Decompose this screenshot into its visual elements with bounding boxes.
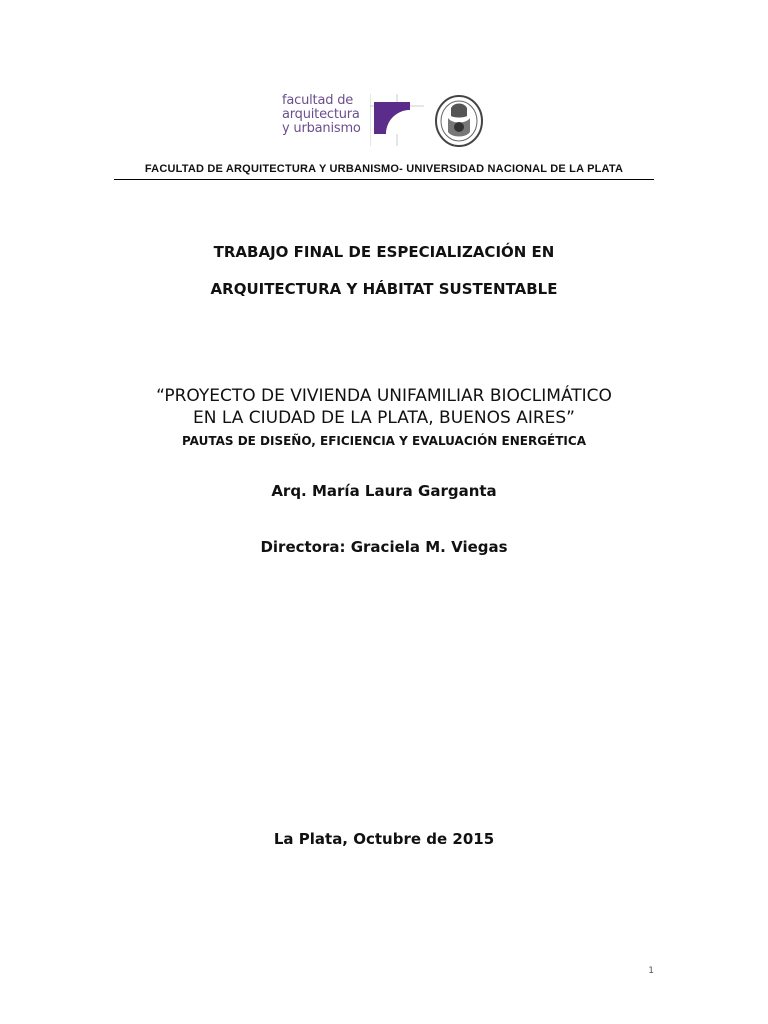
faculty-logo-mark — [370, 94, 424, 146]
logo-line-1: facultad de — [282, 93, 354, 108]
logo-line-3: y urbanismo — [282, 121, 361, 136]
author-name: Arq. María Laura Garganta — [271, 482, 497, 500]
place-date: La Plata, Octubre de 2015 — [273, 830, 495, 848]
page-number: 1 — [648, 966, 654, 976]
work-type-line-1: TRABAJO FINAL DE ESPECIALIZACIÓN EN — [213, 243, 555, 261]
faculty-logo — [282, 94, 424, 146]
project-title-line-1: “PROYECTO DE VIVIENDA UNIFAMILIAR BIOCLIMÁTICO — [156, 386, 612, 406]
director-name: Directora: Graciela M. Viegas — [260, 538, 508, 556]
work-type-line-2: ARQUITECTURA Y HÁBITAT SUSTENTABLE — [210, 280, 558, 298]
institution-header: FACULTAD DE ARQUITECTURA Y URBANISMO- UNIVERSIDAD NACIONAL DE LA PLATA — [144, 163, 624, 175]
logo-line-2: arquitectura — [282, 107, 360, 122]
project-subtitle: PAUTAS DE DISEÑO, EFICIENCIA Y EVALUACIÓN ENERGÉTICA — [181, 434, 586, 448]
faculty-logo-text — [282, 94, 370, 136]
university-seal-icon — [434, 94, 484, 148]
header-divider — [114, 179, 654, 180]
project-title-line-2: EN LA CIUDAD DE LA PLATA, BUENOS AIRES” — [193, 408, 575, 428]
